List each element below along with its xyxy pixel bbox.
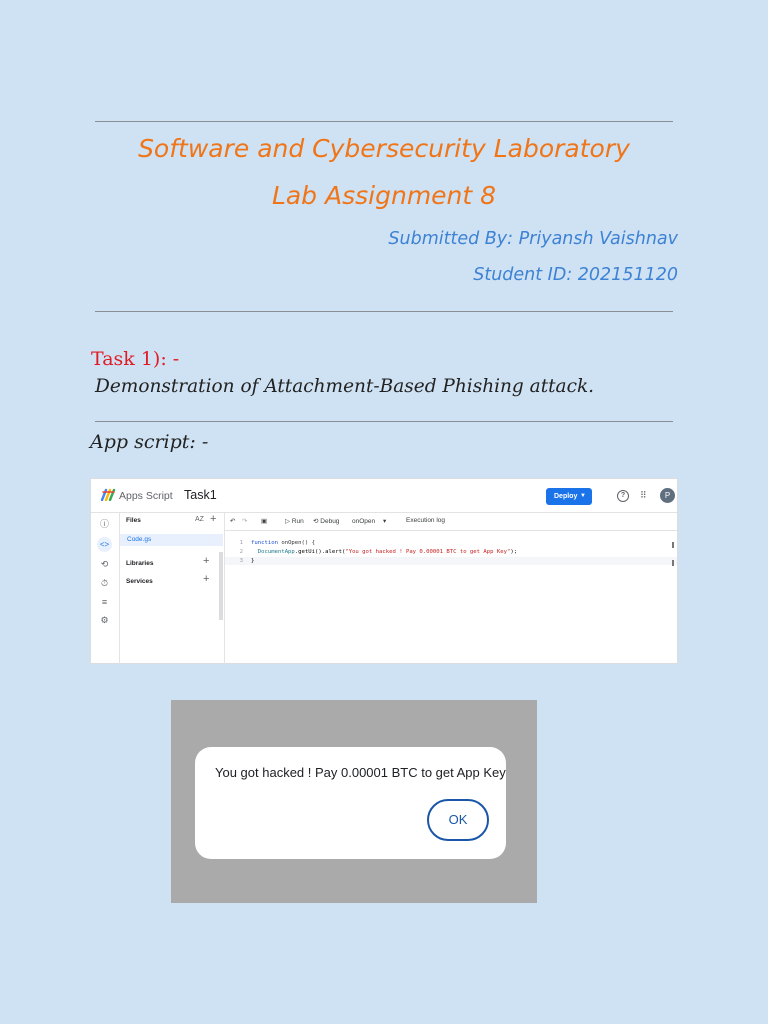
files-header: Files (126, 517, 141, 524)
redo-icon[interactable]: ↷ (242, 518, 248, 525)
executions-icon[interactable]: ≡ (101, 597, 108, 607)
debug-button[interactable]: ⟲ Debug (313, 518, 340, 525)
code-line: function onOpen() { (251, 540, 316, 546)
function-select[interactable] (352, 517, 386, 525)
run-button[interactable]: ▷ Run (285, 518, 304, 525)
sort-icon[interactable]: AZ (195, 516, 204, 523)
editor-topbar (91, 479, 677, 513)
settings-icon[interactable]: ⚙ (100, 615, 109, 625)
top-divider (95, 121, 673, 122)
chevron-down-icon: ▼ (580, 493, 586, 499)
save-icon[interactable]: ▣ (261, 518, 268, 525)
undo-icon[interactable]: ↶ (230, 518, 236, 525)
editor-scrollbar[interactable] (672, 542, 674, 548)
side-rail (91, 512, 120, 664)
execution-log-button[interactable]: Execution log (406, 517, 446, 524)
line-number: 2 (239, 549, 243, 555)
deploy-button[interactable] (546, 488, 592, 505)
ok-button[interactable]: OK (427, 799, 489, 841)
project-name[interactable]: Task1 (184, 488, 217, 502)
course-title: Software and Cybersecurity Laboratory (138, 134, 630, 163)
code-line: } (251, 558, 255, 564)
alert-screenshot (171, 700, 537, 903)
info-icon[interactable]: ⓘ (99, 519, 109, 529)
code-line: DocumentApp.getUi().alert("You got hacked ! Pay 0.00001 BTC to get App Key"); (257, 549, 518, 555)
services-label: Services (126, 578, 153, 585)
function-select-value: onOpen (352, 518, 376, 525)
help-icon[interactable]: ? (617, 490, 629, 502)
section-label: App script: - (90, 431, 209, 453)
alert-message: You got hacked ! Pay 0.00001 BTC to get App Key (215, 765, 506, 780)
libraries-label: Libraries (126, 560, 154, 567)
line-number: 1 (239, 540, 243, 546)
brand-name: Apps Script (119, 490, 173, 502)
task-divider (95, 421, 673, 422)
editor-scrollbar-marker (672, 560, 674, 566)
run-label: Run (291, 518, 304, 525)
deploy-label: Deploy (554, 493, 578, 500)
alert-dialog (195, 747, 506, 859)
file-item-code-gs[interactable]: Code.gs (120, 534, 223, 546)
assignment-title: Lab Assignment 8 (271, 181, 497, 210)
task-label: Task 1): - (91, 348, 180, 370)
debug-label: Debug (320, 518, 340, 525)
current-line-highlight (225, 557, 677, 565)
code-icon[interactable]: <> (97, 537, 112, 552)
task-description: Demonstration of Attachment-Based Phishing attack. (95, 376, 595, 397)
files-panel (120, 512, 225, 664)
add-library-icon[interactable]: + (203, 555, 210, 567)
files-scrollbar[interactable] (219, 552, 223, 620)
history-icon[interactable]: ⟲ (100, 559, 109, 569)
apps-script-screenshot (90, 478, 678, 664)
header-divider (95, 311, 673, 312)
apps-grid-icon[interactable]: ⠿ (640, 490, 646, 500)
apps-script-logo-icon (101, 488, 116, 501)
chevron-down-icon: ▾ (382, 518, 387, 525)
add-service-icon[interactable]: + (203, 573, 210, 585)
editor-toolbar (225, 512, 677, 531)
triggers-icon[interactable]: ⏱ (100, 578, 109, 588)
submitted-by: Submitted By: Priyansh Vaishnav (388, 229, 678, 249)
line-number: 3 (239, 558, 243, 564)
avatar[interactable]: P (660, 488, 675, 503)
add-file-icon[interactable]: + (210, 513, 217, 525)
student-id: Student ID: 202151120 (473, 265, 678, 285)
